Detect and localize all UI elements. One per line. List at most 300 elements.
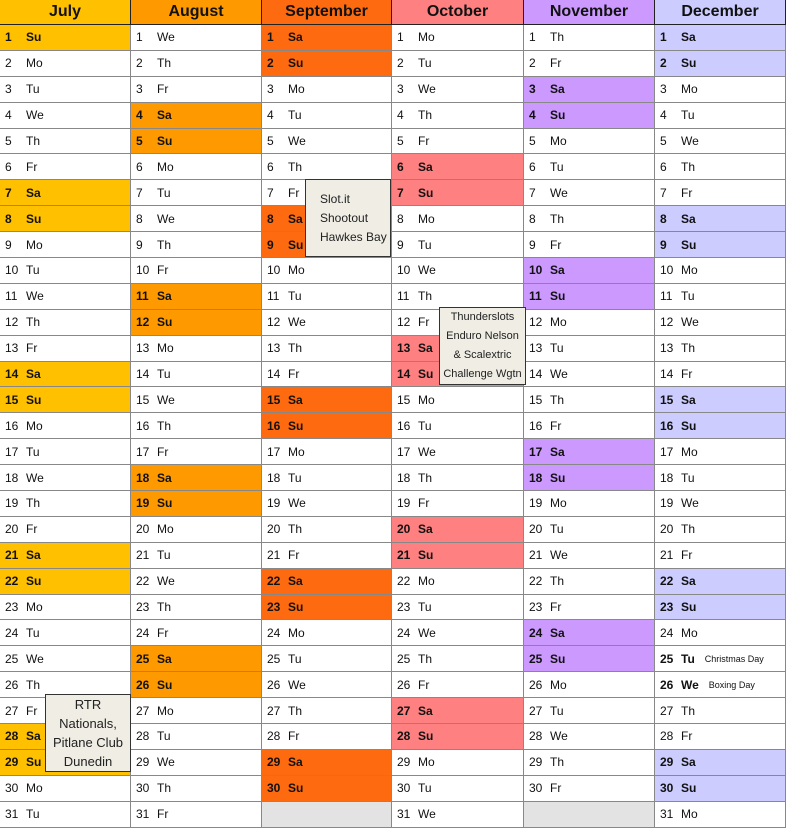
day-number: 12	[267, 315, 281, 330]
day-cell-december-10	[655, 258, 786, 284]
day-number: 5	[136, 134, 143, 148]
day-number: 1	[529, 30, 536, 45]
day-number: 30	[5, 781, 19, 796]
weekday-abbr: We	[157, 755, 175, 770]
weekday-abbr: Th	[550, 574, 565, 589]
day-number: 18	[397, 470, 411, 485]
weekday-abbr: Sa	[681, 211, 696, 226]
weekday-abbr: Su	[418, 185, 434, 200]
day-number: 9	[136, 237, 143, 252]
weekday-abbr: Th	[288, 159, 303, 174]
weekday-abbr: Mo	[681, 263, 698, 278]
day-cell-october-21	[392, 543, 524, 569]
day-number: 21	[5, 548, 19, 563]
month-header-october: October	[392, 0, 524, 25]
day-number: 22	[529, 574, 543, 589]
weekday-abbr: Mo	[288, 444, 305, 459]
day-number: 26	[136, 677, 150, 692]
day-cell-december-16	[655, 413, 786, 439]
weekday-abbr: Su	[550, 108, 566, 123]
day-cell-november-23	[524, 595, 655, 621]
event-line: Dunedin	[63, 754, 113, 769]
day-cell-october-2	[392, 51, 524, 77]
day-cell-august-1	[131, 25, 262, 51]
weekday-abbr: Mo	[26, 600, 43, 615]
event-line: Thunderslots	[450, 311, 515, 323]
weekday-abbr: We	[157, 392, 175, 407]
day-number: 20	[267, 522, 281, 537]
weekday-abbr: Fr	[26, 703, 38, 718]
weekday-abbr: Tu	[288, 470, 302, 485]
weekday-abbr: Fr	[157, 444, 169, 459]
day-cell-november-24	[524, 620, 655, 646]
weekday-abbr: We	[288, 496, 306, 511]
day-number: 11	[136, 289, 149, 304]
weekday-abbr: Sa	[26, 185, 41, 200]
day-number: 25	[529, 651, 543, 666]
day-cell-september-1	[262, 25, 392, 51]
day-cell-july-1	[0, 25, 131, 51]
day-number: 23	[529, 600, 543, 615]
weekday-abbr: Su	[288, 418, 304, 433]
day-number: 10	[529, 263, 543, 278]
day-cell-august-10	[131, 258, 262, 284]
weekday-abbr: Tu	[681, 470, 695, 485]
day-number: 20	[5, 522, 19, 537]
day-cell-august-23	[131, 595, 262, 621]
day-cell-december-13	[655, 336, 786, 362]
day-number: 19	[136, 496, 150, 511]
day-number: 8	[5, 211, 12, 226]
weekday-abbr: Su	[288, 56, 304, 71]
weekday-abbr: Th	[157, 56, 172, 71]
day-cell-october-20	[392, 517, 524, 543]
weekday-abbr: Tu	[418, 418, 432, 433]
weekday-abbr: Su	[681, 600, 697, 615]
weekday-abbr: We	[418, 807, 436, 822]
weekday-abbr: Sa	[288, 30, 303, 45]
day-number: 11	[397, 289, 410, 304]
day-number: 11	[660, 289, 673, 304]
day-cell-august-19	[131, 491, 262, 517]
day-cell-december-19	[655, 491, 786, 517]
weekday-abbr: Su	[550, 289, 566, 304]
event-rtr-nationals	[45, 694, 131, 772]
day-number: 9	[529, 237, 536, 252]
day-number: 21	[660, 548, 674, 563]
day-number: 17	[397, 444, 411, 459]
day-number: 28	[397, 729, 411, 744]
day-number: 28	[267, 729, 281, 744]
day-number: 17	[136, 444, 150, 459]
event-line: RTR	[74, 697, 102, 712]
day-number: 14	[136, 367, 150, 382]
day-cell-october-3	[392, 77, 524, 103]
day-number: 4	[397, 108, 404, 123]
day-cell-december-21	[655, 543, 786, 569]
day-cell-october-15	[392, 387, 524, 413]
weekday-abbr: Mo	[288, 263, 305, 278]
day-cell-august-24	[131, 620, 262, 646]
day-number: 19	[660, 496, 674, 511]
day-cell-august-30	[131, 776, 262, 802]
day-cell-september-14	[262, 362, 392, 388]
day-number: 17	[267, 444, 281, 459]
day-number: 14	[397, 367, 411, 382]
weekday-abbr: Th	[418, 651, 433, 666]
day-number: 19	[5, 496, 19, 511]
day-number: 23	[660, 600, 674, 615]
day-cell-november-1	[524, 25, 655, 51]
weekday-abbr: Tu	[681, 108, 695, 123]
day-cell-september-17	[262, 439, 392, 465]
day-number: 12	[5, 315, 19, 330]
weekday-abbr: Tu	[157, 548, 171, 563]
day-number: 7	[397, 185, 404, 200]
day-number: 16	[136, 418, 150, 433]
day-cell-july-8	[0, 206, 131, 232]
weekday-abbr: Tu	[550, 341, 564, 356]
day-cell-november-10	[524, 258, 655, 284]
day-number: 8	[397, 211, 404, 226]
day-number: 17	[529, 444, 543, 459]
weekday-abbr: Tu	[157, 185, 171, 200]
event-line: Pitlane Club	[52, 735, 124, 750]
weekday-abbr: Fr	[681, 185, 693, 200]
day-number: 11	[5, 289, 18, 304]
weekday-abbr: Th	[26, 496, 41, 511]
weekday-abbr: Sa	[681, 755, 696, 770]
weekday-abbr: We	[157, 574, 175, 589]
month-header-september: September	[262, 0, 392, 25]
day-number: 29	[660, 755, 674, 770]
weekday-abbr: Tu	[550, 159, 564, 174]
day-number: 28	[5, 729, 19, 744]
day-number: 3	[136, 82, 143, 97]
day-cell-november-28	[524, 724, 655, 750]
weekday-abbr: Th	[681, 703, 696, 718]
weekday-abbr: We	[418, 625, 436, 640]
day-number: 28	[136, 729, 150, 744]
day-number: 13	[529, 341, 543, 356]
weekday-abbr: Su	[26, 30, 42, 45]
weekday-abbr: Tu	[550, 522, 564, 537]
day-number: 19	[529, 496, 543, 511]
day-cell-august-9	[131, 232, 262, 258]
weekday-abbr: Mo	[681, 625, 698, 640]
weekday-abbr: Mo	[157, 703, 174, 718]
day-cell-september-24	[262, 620, 392, 646]
weekday-abbr: Mo	[26, 781, 43, 796]
day-number: 3	[660, 82, 667, 97]
weekday-abbr: Tu	[288, 651, 302, 666]
event-line: & Scalextric	[453, 349, 512, 361]
weekday-abbr: Tu	[26, 625, 40, 640]
day-cell-december-1	[655, 25, 786, 51]
day-cell-november-20	[524, 517, 655, 543]
day-number: 23	[267, 600, 281, 615]
event-line: Challenge Wgtn	[443, 368, 522, 380]
day-cell-september-16	[262, 413, 392, 439]
event-thunderslots-enduro	[439, 307, 526, 385]
weekday-abbr: Sa	[288, 211, 303, 226]
weekday-abbr: Mo	[550, 496, 567, 511]
day-cell-october-10	[392, 258, 524, 284]
day-cell-december-8	[655, 206, 786, 232]
weekday-abbr: Sa	[288, 574, 303, 589]
weekday-abbr: Tu	[26, 444, 40, 459]
weekday-abbr: Fr	[157, 263, 169, 278]
day-cell-september-22	[262, 569, 392, 595]
weekday-abbr: We	[550, 729, 568, 744]
weekday-abbr: We	[26, 470, 44, 485]
day-cell-august-2	[131, 51, 262, 77]
day-cell-september-23	[262, 595, 392, 621]
day-cell-august-15	[131, 387, 262, 413]
weekday-abbr: We	[157, 211, 175, 226]
day-number: 1	[5, 30, 12, 45]
day-cell-december-5	[655, 129, 786, 155]
weekday-abbr: Tu	[26, 807, 40, 822]
day-cell-august-27	[131, 698, 262, 724]
weekday-abbr: Th	[288, 703, 303, 718]
weekday-abbr: Tu	[26, 82, 40, 97]
weekday-abbr: We	[681, 677, 699, 692]
day-cell-august-13	[131, 336, 262, 362]
month-header-december: December	[655, 0, 786, 25]
day-cell-october-29	[392, 750, 524, 776]
weekday-abbr: Tu	[681, 651, 695, 666]
day-cell-september-27	[262, 698, 392, 724]
weekday-abbr: Mo	[288, 625, 305, 640]
weekday-abbr: We	[26, 651, 44, 666]
day-cell-october-18	[392, 465, 524, 491]
weekday-abbr: Fr	[288, 729, 300, 744]
day-number: 13	[397, 341, 411, 356]
day-number: 6	[529, 159, 536, 174]
day-number: 28	[529, 729, 543, 744]
day-cell-october-1	[392, 25, 524, 51]
day-cell-october-27	[392, 698, 524, 724]
day-cell-july-6	[0, 154, 131, 180]
day-number: 29	[267, 755, 281, 770]
weekday-abbr: Sa	[26, 548, 41, 563]
day-number: 8	[267, 211, 274, 226]
weekday-abbr: Fr	[26, 159, 38, 174]
weekday-abbr: Mo	[418, 392, 435, 407]
day-cell-september-5	[262, 129, 392, 155]
day-number: 16	[5, 418, 19, 433]
day-cell-september-30	[262, 776, 392, 802]
weekday-abbr: Tu	[681, 289, 695, 304]
day-number: 2	[529, 56, 536, 71]
day-number: 26	[660, 677, 674, 692]
day-cell-august-21	[131, 543, 262, 569]
day-cell-august-8	[131, 206, 262, 232]
weekday-abbr: Tu	[418, 56, 432, 71]
day-cell-december-4	[655, 103, 786, 129]
day-number: 24	[267, 625, 281, 640]
day-number: 31	[397, 807, 411, 822]
weekday-abbr: Th	[418, 289, 433, 304]
day-cell-august-6	[131, 154, 262, 180]
day-cell-november-12	[524, 310, 655, 336]
day-number: 22	[136, 574, 150, 589]
day-number: 18	[267, 470, 281, 485]
weekday-abbr: We	[681, 496, 699, 511]
weekday-abbr: Su	[288, 600, 304, 615]
weekday-abbr: Th	[26, 134, 41, 148]
day-number: 7	[529, 185, 536, 200]
weekday-abbr: Mo	[418, 30, 435, 45]
day-cell-september-29	[262, 750, 392, 776]
day-cell-september-28	[262, 724, 392, 750]
day-number: 16	[660, 418, 674, 433]
day-number: 25	[267, 651, 281, 666]
day-cell-august-14	[131, 362, 262, 388]
day-number: 26	[529, 677, 543, 692]
weekday-abbr: Fr	[550, 237, 562, 252]
day-number: 18	[529, 470, 543, 485]
day-cell-november-22	[524, 569, 655, 595]
weekday-abbr: Su	[26, 211, 42, 226]
day-cell-september-3	[262, 77, 392, 103]
day-cell-december-26	[655, 672, 786, 698]
day-cell-august-29	[131, 750, 262, 776]
day-number: 19	[267, 496, 281, 511]
event-line: Slot.it	[320, 191, 351, 206]
day-cell-december-2	[655, 51, 786, 77]
day-cell-july-9	[0, 232, 131, 258]
day-number: 25	[136, 651, 150, 666]
day-cell-august-25	[131, 646, 262, 672]
day-number: 5	[267, 134, 274, 148]
weekday-abbr: We	[681, 134, 699, 148]
weekday-abbr: Su	[418, 729, 434, 744]
weekday-abbr: Fr	[418, 134, 430, 148]
weekday-abbr: Su	[157, 315, 173, 330]
day-cell-october-24	[392, 620, 524, 646]
day-cell-november-9	[524, 232, 655, 258]
weekday-abbr: Su	[681, 56, 697, 71]
weekday-abbr: Su	[26, 574, 42, 589]
day-number: 1	[660, 30, 667, 45]
day-number: 30	[397, 781, 411, 796]
day-cell-october-25	[392, 646, 524, 672]
day-cell-october-9	[392, 232, 524, 258]
day-cell-december-30	[655, 776, 786, 802]
day-number: 8	[529, 211, 536, 226]
day-number: 16	[529, 418, 543, 433]
weekday-abbr: Sa	[157, 651, 172, 666]
day-number: 21	[267, 548, 281, 563]
weekday-abbr: Sa	[26, 729, 41, 744]
day-cell-august-26	[131, 672, 262, 698]
weekday-abbr: Su	[418, 548, 434, 563]
day-number: 12	[529, 315, 543, 330]
day-cell-december-6	[655, 154, 786, 180]
day-number: 24	[529, 625, 543, 640]
weekday-abbr: Mo	[418, 574, 435, 589]
day-number: 9	[660, 237, 667, 252]
weekday-abbr: Fr	[157, 82, 169, 97]
day-number: 1	[397, 30, 404, 45]
day-cell-december-20	[655, 517, 786, 543]
day-cell-november-14	[524, 362, 655, 388]
day-number: 29	[397, 755, 411, 770]
day-cell-august-11	[131, 284, 262, 310]
weekday-abbr: Mo	[550, 315, 567, 330]
day-cell-september-26	[262, 672, 392, 698]
day-cell-december-25	[655, 646, 786, 672]
weekday-abbr: Mo	[288, 82, 305, 97]
day-number: 21	[397, 548, 411, 563]
weekday-abbr: Sa	[418, 159, 433, 174]
weekday-abbr: Mo	[26, 56, 43, 71]
day-cell-december-3	[655, 77, 786, 103]
day-number: 24	[660, 625, 674, 640]
weekday-abbr: Th	[681, 341, 696, 356]
day-cell-october-5	[392, 129, 524, 155]
day-number: 25	[5, 651, 19, 666]
weekday-abbr: Su	[681, 237, 697, 252]
weekday-abbr: Fr	[681, 729, 693, 744]
weekday-abbr: Tu	[418, 781, 432, 796]
day-cell-september-19	[262, 491, 392, 517]
day-number: 6	[267, 159, 274, 174]
day-number: 10	[136, 263, 150, 278]
day-cell-july-13	[0, 336, 131, 362]
day-number: 2	[5, 56, 12, 71]
day-number: 2	[660, 56, 667, 71]
day-number: 20	[529, 522, 543, 537]
weekday-abbr: Tu	[418, 237, 432, 252]
day-number: 17	[5, 444, 19, 459]
day-cell-december-28	[655, 724, 786, 750]
day-number: 24	[136, 625, 150, 640]
month-header-august: August	[131, 0, 262, 25]
day-number: 23	[5, 600, 19, 615]
day-number: 21	[529, 548, 543, 563]
day-number: 11	[267, 289, 280, 304]
weekday-abbr: Tu	[418, 600, 432, 615]
day-number: 28	[660, 729, 674, 744]
weekday-abbr: Sa	[157, 289, 172, 304]
day-cell-august-20	[131, 517, 262, 543]
day-number: 3	[5, 82, 12, 97]
day-number: 25	[397, 651, 411, 666]
day-cell-august-3	[131, 77, 262, 103]
day-cell-september-15	[262, 387, 392, 413]
weekday-abbr: Th	[288, 522, 303, 537]
weekday-abbr: Fr	[681, 548, 693, 563]
day-number: 24	[397, 625, 411, 640]
weekday-abbr: Tu	[288, 108, 302, 123]
event-line: Hawkes Bay	[320, 229, 387, 244]
day-cell-october-28	[392, 724, 524, 750]
day-number: 5	[5, 134, 12, 148]
weekday-abbr: Fr	[418, 677, 430, 692]
weekday-abbr: Mo	[418, 755, 435, 770]
day-number: 22	[5, 574, 19, 589]
day-number: 9	[267, 237, 274, 252]
day-number: 9	[397, 237, 404, 252]
day-cell-october-19	[392, 491, 524, 517]
weekday-abbr: Th	[418, 470, 433, 485]
weekday-abbr: Sa	[288, 755, 303, 770]
day-number: 10	[660, 263, 674, 278]
weekday-abbr: Mo	[157, 522, 174, 537]
